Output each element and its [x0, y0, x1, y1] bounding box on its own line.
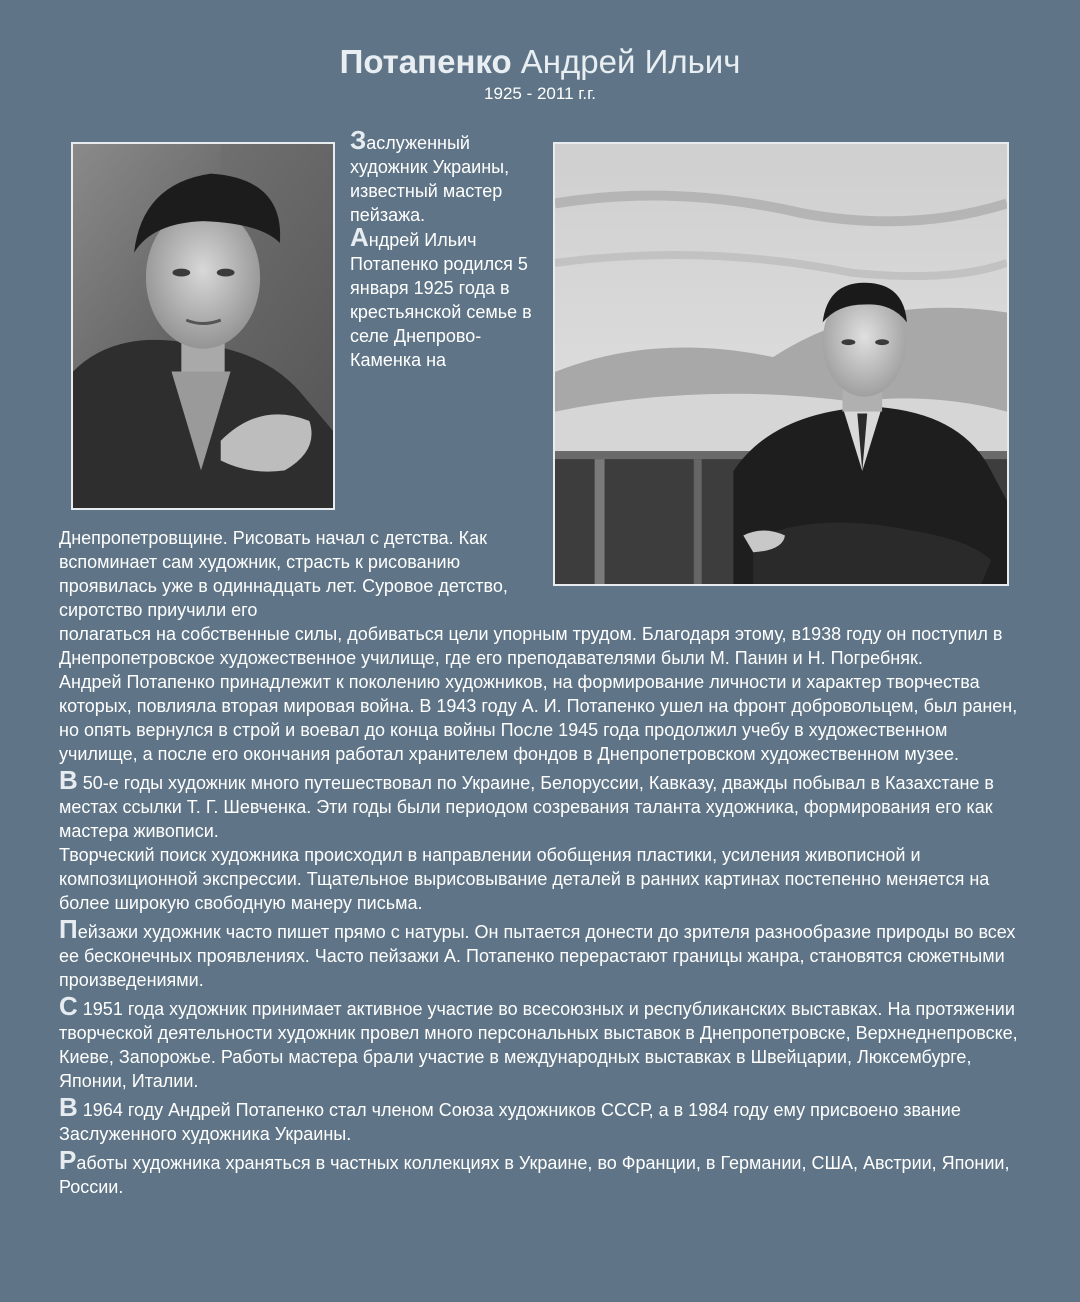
intro-text: [350, 125, 545, 372]
intro-paragraph-1: Заслуженный художник Украины, известный мастер пейзажа.: [350, 125, 510, 225]
biography-paragraph-1951: С 1951 года художник принимает активное участие во всесоюзных и республиканских выставках. На протяжении творческой деятельности художник провел много персональных выставок в Днепропетровске, Верхнеднепровске, Киеве, Запорожье. Работы мастера брали участие в международных выставках в Швейцарии, Люксембурге, Японии, Италии.: [59, 991, 1018, 1091]
biography-continuation-short: Днепропетровщине. Рисовать начал с детства. Как вспоминает сам художник, страсть к рисованию проявилась уже в одиннадцать лет. Суровое детство, сиротство приучили его: [59, 528, 508, 620]
drop-cap: В: [59, 1092, 78, 1122]
biography-paragraph-works: Работы художника храняться в частных коллекциях в Украине, во Франции, в Германии, США, Австрии, Японии, России.: [59, 1145, 1010, 1197]
biography-paragraph-1964: В 1964 году Андрей Потапенко стал членом Союза художников СССР, а в 1984 году ему присвоено звание Заслуженного художника Украины.: [59, 1092, 961, 1144]
intro-paragraph-2: Андрей Ильич Потапенко родился 5 января 1925 года в крестьянской семье в селе Днепрово-Каменка на: [350, 222, 532, 370]
biography-text: [59, 526, 1029, 1199]
biography-paragraph-war: Андрей Потапенко принадлежит к поколению художников, на формирование личности и характер творчества которых, повлияла вторая мировая война. В 1943 году А. И. Потапенко ушел на фронт добровольцем, был ранен, но опять вернулся в строй и воевал до конца войны После 1945 года продолжил учебу в художественном училище, а после его окончания работал хранителем фондов в Днепропетровском художественном музее.: [59, 672, 1018, 764]
page-title: [0, 42, 1080, 82]
drop-cap: З: [350, 125, 367, 155]
drop-cap: В: [59, 765, 78, 795]
drop-cap: С: [59, 991, 78, 1021]
biography-paragraph-search: Творческий поиск художника происходил в направлении обобщения пластики, усиления живописной и композиционной экспрессии. Тщательное вырисовывание деталей в ранних картинах постепенно меняется на более широкую свободную манеру письма.: [59, 845, 990, 913]
drop-cap: П: [59, 914, 78, 944]
biography-paragraph-50s: В 50-е годы художник много путешествовал по Украине, Белоруссии, Кавказу, дважды побывал в Казахстане в местах ссылки Т. Г. Шевченка. Эти годы были периодом созревания таланта художника, формирования его как мастера живописи.: [59, 765, 994, 841]
title-surname: Потапенко: [339, 43, 512, 80]
biography-continuation-long: полагаться на собственные силы, добиваться цели упорным трудом. Благодаря этому, в1938 году он поступил в Днепропетровское художественное училище, где его преподавателями были М. Панин и Н. Погребняк.: [59, 624, 1003, 668]
biography-paragraph-landscape: Пейзажи художник часто пишет прямо с натуры. Он пытается донести до зрителя разнообразие природы во всех ее бесконечных проявлениях. Часто пейзажи А. Потапенко перерастают границы жанра, становятся сюжетными произведениями.: [59, 914, 1016, 990]
portrait-photo-beret: [71, 142, 335, 510]
life-years: 1925 - 2011 г.г.: [484, 84, 596, 103]
portrait-photo-painting: [553, 142, 1009, 586]
drop-cap: Р: [59, 1145, 77, 1175]
drop-cap: А: [350, 222, 369, 252]
title-given-names: Андрей Ильич: [520, 43, 741, 80]
